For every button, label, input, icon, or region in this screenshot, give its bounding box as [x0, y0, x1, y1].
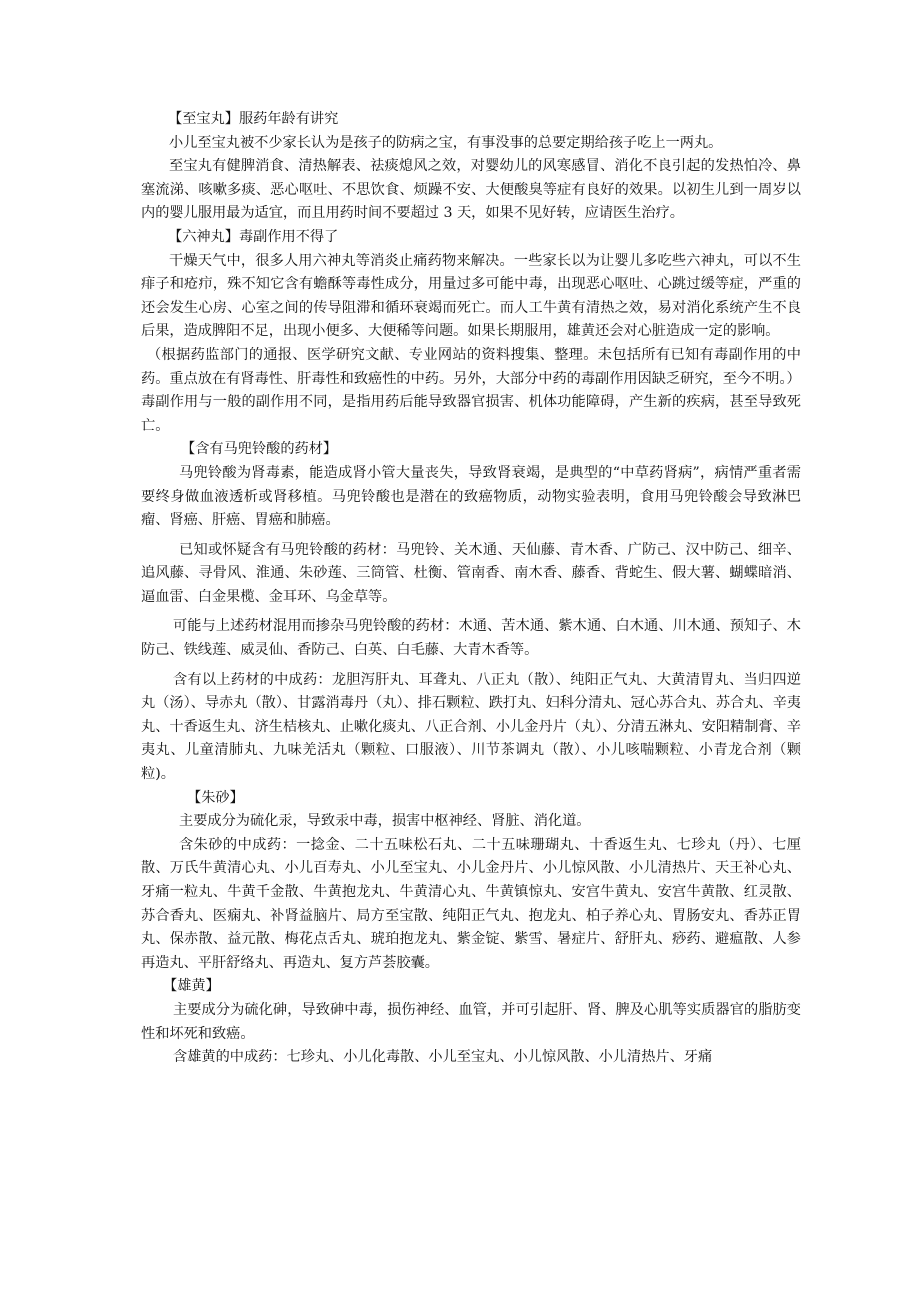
paragraph: 小儿至宝丸被不少家长认为是孩子的防病之宝，有事没事的总要定期给孩子吃上一两丸。 — [169, 134, 723, 151]
section-heading-zhibaowan: 【至宝丸】服药年龄有讲究 — [168, 111, 339, 127]
paragraph: 可能与上述药材混用而掺杂马兜铃酸的药材：木通、苦木通、紫木通、白木通、川木通、预知子、木防己、铁线莲、威灵仙、香防己、白英、白毛藤、大青木香等。 — [141, 618, 801, 659]
section-heading-realgar: 【雄黄】 — [163, 978, 220, 995]
paragraph: 含雄黄的中成药：七珍丸、小儿化毒散、小儿至宝丸、小儿惊风散、小儿清热片、牙痛 — [173, 1049, 713, 1066]
definition-paragraph: 毒副作用与一般的副作用不同，是指用药后能导致器官损害、机体功能障碍，产生新的疾病，甚至导致死亡。 — [141, 394, 801, 434]
paragraph: 含有以上药材的中成药：龙胆泻肝丸、耳聋丸、八正丸（散）、纯阳正气丸、大黄清胃丸、当归四逆丸（汤）、导赤丸（散）、甘露消毒丹（丸）、排石颗粒、跌打丸、妇科分清丸、冠心苏合丸、苏合丸、辛夷丸、十香返生丸、济生桔核丸、止嗽化痰丸、八正合剂、小儿金丹片（丸）、分清五淋丸、安阳精制膏、辛夷丸、儿童清肺丸、九味羌活丸（颗粒、口服液）、川节茶调丸（散）、小儿咳喘颗粒、小青龙合剂（颗粒)。 — [141, 671, 801, 783]
paragraph: 干燥天气中，很多人用六神丸等消炎止痛药物来解决。一些家长以为让婴儿多吃些六神丸，可以不生痱子和疮疖，殊不知它含有蟾酥等毒性成分，用量过多可能中毒，出现恶心呕吐、心跳过缓等症，严重的还会发生心房、心室之间的传导阻滞和循环衰竭而死亡。而人工牛黄有清热之效，易对消化系统产生不良后果，造成脾阳不足，出现小便多、大便稀等问题。如果长期服用，雄黄还会对心脏造成一定的影响。 — [141, 252, 801, 340]
section-heading-cinnabar: 【朱砂】 — [187, 789, 244, 806]
paragraph: 主要成分为硫化砷，导致砷中毒，损伤神经、血管，并可引起肝、肾、脾及心肌等实质器官的脂肪变性和坏死和致癌。 — [141, 1001, 801, 1042]
section-heading-aristolochic-acid: 【含有马兜铃酸的药材】 — [181, 441, 338, 458]
paragraph: 主要成分为硫化汞，导致汞中毒，损害中枢神经、肾脏、消化道。 — [179, 813, 591, 830]
paragraph: 至宝丸有健脾消食、清热解表、祛痰熄风之效，对婴幼儿的风寒感冒、消化不良引起的发热怕冷、鼻塞流涕、咳嗽多痰、恶心呕吐、不思饮食、烦躁不安、大便酸臭等症有良好的效果。以初生儿到一周岁以内的婴儿服用最为适宜，而且用药时间不要超过 3 天，如果不见好转，应请医生治疗。 — [141, 158, 801, 222]
section-heading-liushenwan: 【六神丸】毒副作用不得了 — [168, 228, 339, 245]
document-page — [141, 108, 801, 1070]
paragraph: 马兜铃酸为肾毒素，能造成肾小管大量丧失，导致肾衰竭，是典型的“中草药肾病”，病情严重者需要终身做血液透析或肾移植。马兜铃酸也是潜在的致癌物质，动物实验表明，食用马兜铃酸会导致淋巴瘤、肾癌、肝癌、胃癌和肺癌。 — [141, 464, 801, 529]
paragraph: 已知或怀疑含有马兜铃酸的药材：马兜铃、关木通、天仙藤、青木香、广防己、汉中防己、细辛、追风藤、寻骨风、淮通、朱砂莲、三筒管、杜衡、管南香、南木香、藤香、背蛇生、假大薯、蝴蝶暗消、逼血雷、白金果榄、金耳环、乌金草等。 — [141, 541, 801, 605]
source-note: （根据药监部门的通报、医学研究文献、专业网站的资料搜集、整理。未包括所有已知有毒副作用的中药。重点放在有肾毒性、肝毒性和致癌性的中药。另外，大部分中药的毒副作用因缺乏研究，至今不明。） — [141, 346, 801, 387]
paragraph: 含朱砂的中成药：一捻金、二十五味松石丸、二十五味珊瑚丸、十香返生丸、七珍丸（丹）、七厘散、万氏牛黄清心丸、小儿百寿丸、小儿至宝丸、小儿金丹片、小儿惊风散、小儿清热片、天王补心丸、牙痛一粒丸、牛黄千金散、牛黄抱龙丸、牛黄清心丸、牛黄镇惊丸、安宫牛黄丸、安宫牛黄散、红灵散、苏合香丸、医痫丸、补肾益脑片、局方至宝散、纯阳正气丸、抱龙丸、柏子养心丸、胃肠安丸、香苏正胃丸、保赤散、益元散、梅花点舌丸、琥珀抱龙丸、紫金锭、紫雪、暑症片、舒肝丸、痧药、避瘟散、人参再造丸、平肝舒络丸、再造丸、复方芦荟胶囊。 — [141, 836, 801, 971]
